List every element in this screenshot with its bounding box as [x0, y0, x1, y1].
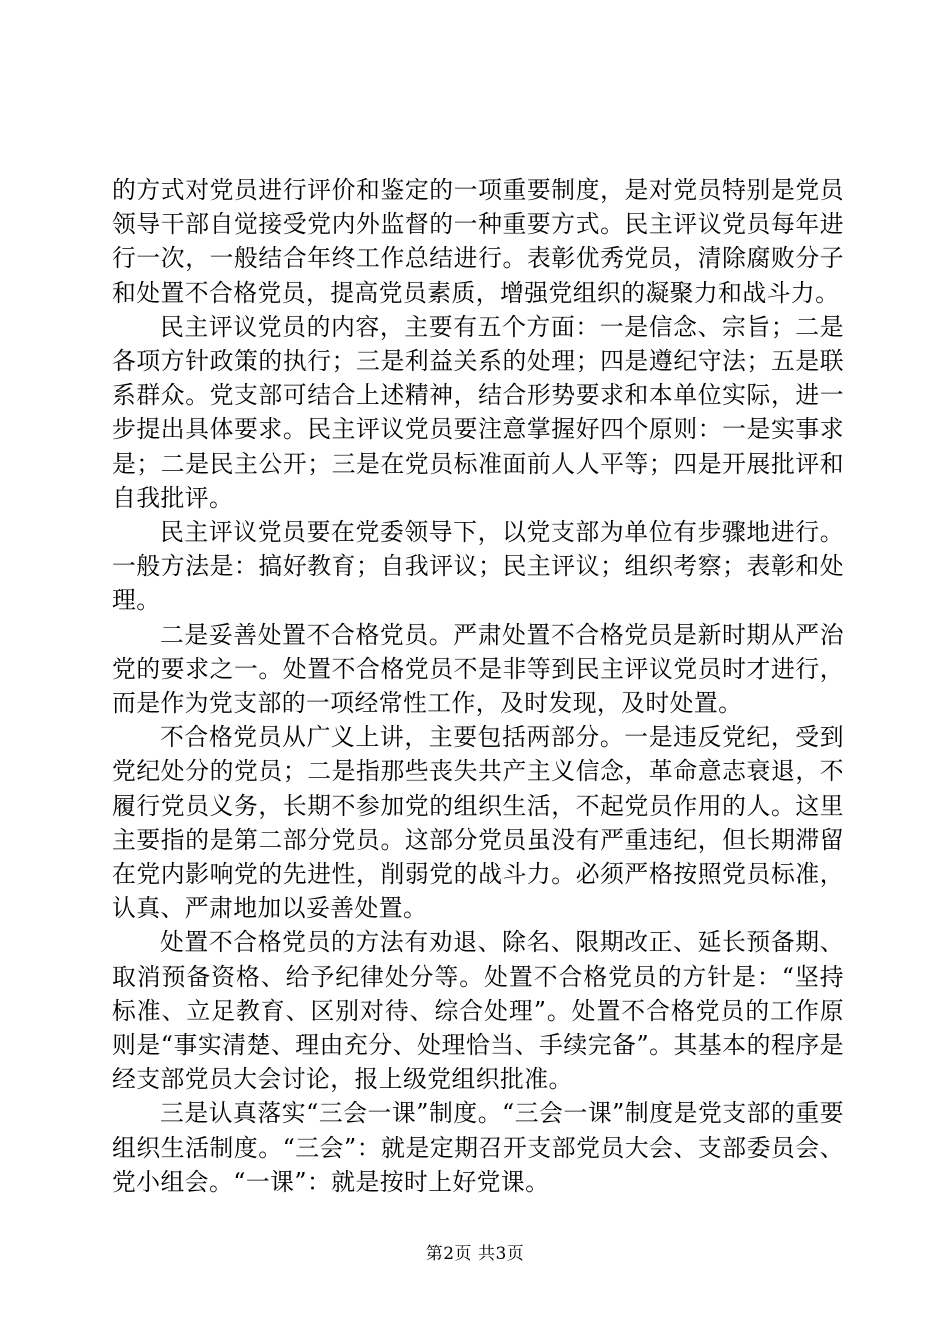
paragraph-6: 处置不合格党员的方法有劝退、除名、限期改正、延长预备期、取消预备资格、给予纪律处分等。处置不合格党员的方针是：“坚持标准、立足教育、区别对待、综合处理”。处置不合格党员的工作原则是“事实清楚、理由充分、处理恰当、手续完备”。其基本的程序是经支部党员大会讨论，报上级党组织批准。 [112, 928, 844, 1094]
page-number-label: 第2页 共3页 [425, 1244, 525, 1264]
paragraph-4: 二是妥善处置不合格党员。严肃处置不合格党员是新时期从严治党的要求之一。处置不合格党员不是非等到民主评议党员时才进行，而是作为党支部的一项经常性工作，及时发现，及时处置。 [112, 620, 844, 718]
paragraph-5: 不合格党员从广义上讲，主要包括两部分。一是违反党纪，受到党纪处分的党员；二是指那些丧失共产主义信念，革命意志衰退，不履行党员义务，长期不参加党的组织生活，不起党员作用的人。这里主要指的是第二部分党员。这部分党员虽没有严重违纪，但长期滞留在党内影响党的先进性，削弱党的战斗力。必须严格按照党员标准，认真、严肃地加以妥善处置。 [112, 723, 844, 923]
paragraph-3: 民主评议党员要在党委领导下，以党支部为单位有步骤地进行。一般方法是：搞好教育；自我评议；民主评议；组织考察；表彰和处理。 [112, 518, 844, 615]
paragraph-1: 的方式对党员进行评价和鉴定的一项重要制度，是对党员特别是党员领导干部自觉接受党内外监督的一种重要方式。民主评议党员每年进行一次，一般结合年终工作总结进行。表彰优秀党员，清除腐败分子和处置不合格党员，提高党员素质，增强党组织的凝聚力和战斗力。 [112, 176, 844, 307]
paragraph-2: 民主评议党员的内容，主要有五个方面：一是信念、宗旨；二是各项方针政策的执行；三是利益关系的处理；四是遵纪守法；五是联系群众。党支部可结合上述精神，结合形势要求和本单位实际，进一步提出具体要求。民主评议党员要注意掌握好四个原则：一是实事求是；二是民主公开；三是在党员标准面前人人平等；四是开展批评和自我批评。 [112, 312, 844, 512]
document-body [112, 173, 844, 1199]
paragraph-7: 三是认真落实“三会一课”制度。“三会一课”制度是党支部的重要组织生活制度。“三会”：就是定期召开支部党员大会、支部委员会、党小组会。“一课”：就是按时上好党课。 [112, 1099, 844, 1196]
page-footer [0, 1243, 950, 1265]
